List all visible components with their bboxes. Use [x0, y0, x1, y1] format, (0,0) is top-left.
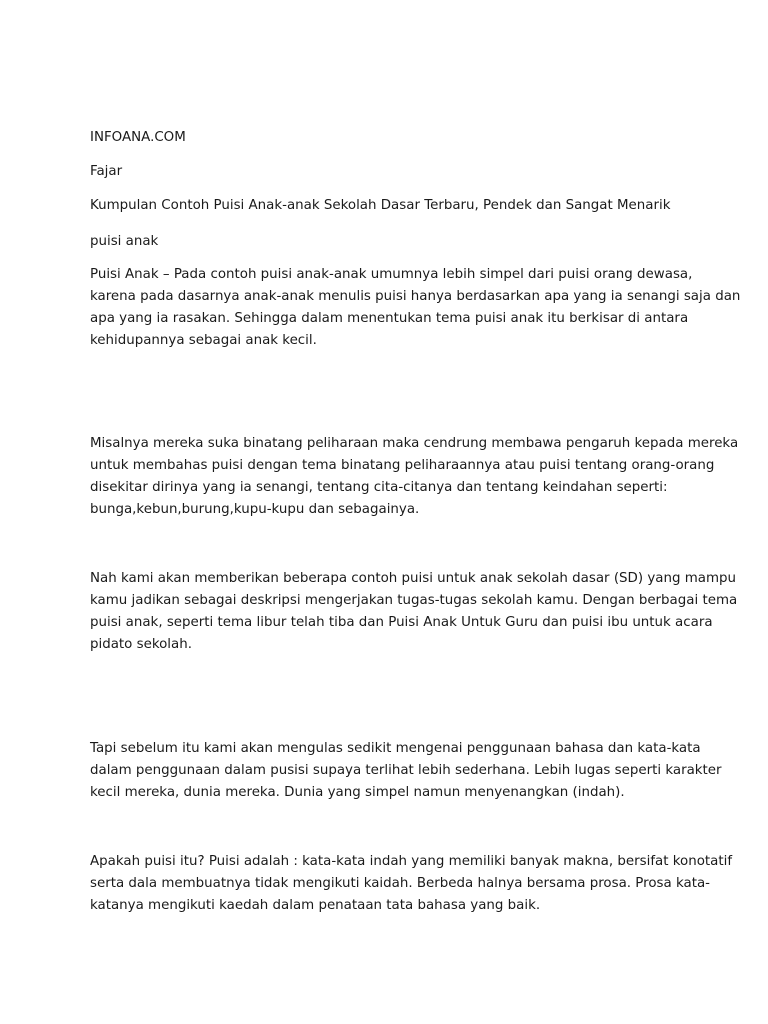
paragraph-2 — [90, 433, 739, 521]
paragraph-line: Nah kami akan memberikan beberapa contoh puisi untuk anak sekolah dasar (SD) yang mampu — [90, 571, 736, 586]
paragraph-line: karena pada dasarnya anak-anak menulis puisi hanya berdasarkan apa yang ia senangi saja dan — [90, 289, 741, 304]
paragraph-line: katanya mengikuti kaedah dalam penataan tata bahasa yang baik. — [90, 898, 541, 913]
author-name: Fajar — [90, 164, 123, 179]
site-name: INFOANA.COM — [90, 130, 186, 145]
paragraph-line: kamu jadikan sebagai deskripsi mengerjakan tugas-tugas sekolah kamu. Dengan berbagai tema — [90, 593, 738, 608]
paragraph-line: serta dala membuatnya tidak mengikuti kaidah. Berbeda halnya bersama prosa. Prosa kata- — [90, 876, 710, 891]
paragraph-line: dalam penggunaan dalam pusisi supaya terlihat lebih sederhana. Lebih lugas seperti karakter — [90, 763, 722, 778]
paragraph-line: kehidupannya sebagai anak kecil. — [90, 333, 317, 348]
paragraph-line: disekitar dirinya yang ia senangi, tentang cita-citanya dan tentang keindahan seperti: — [90, 480, 668, 495]
paragraph-line: bunga,kebun,burung,kupu-kupu dan sebagainya. — [90, 502, 420, 517]
article-title: Kumpulan Contoh Puisi Anak-anak Sekolah Dasar Terbaru, Pendek dan Sangat Menarik — [90, 198, 671, 213]
paragraph-line: kecil mereka, dunia mereka. Dunia yang simpel namun menyenangkan (indah). — [90, 785, 625, 800]
paragraph-1 — [90, 264, 741, 352]
category-label: puisi anak — [90, 234, 159, 249]
paragraph-line: untuk membahas puisi dengan tema binatang peliharaannya atau puisi tentang orang-orang — [90, 458, 715, 473]
paragraph-line: Puisi Anak – Pada contoh puisi anak-anak umumnya lebih simpel dari puisi orang dewasa, — [90, 267, 693, 282]
paragraph-line: apa yang ia rasakan. Sehingga dalam menentukan tema puisi anak itu berkisar di antara — [90, 311, 689, 326]
paragraph-line: Apakah puisi itu? Puisi adalah : kata-kata indah yang memiliki banyak makna, bersifat konotatif — [90, 854, 733, 869]
paragraph-line: Misalnya mereka suka binatang peliharaan maka cendrung membawa pengaruh kepada mereka — [90, 436, 739, 451]
paragraph-4 — [90, 738, 722, 804]
paragraph-line: pidato sekolah. — [90, 637, 192, 652]
paragraph-line: Tapi sebelum itu kami akan mengulas sedikit mengenai penggunaan bahasa dan kata-kata — [90, 741, 701, 756]
paragraph-line: puisi anak, seperti tema libur telah tiba dan Puisi Anak Untuk Guru dan puisi ibu untuk acara — [90, 615, 713, 630]
paragraph-3 — [90, 568, 738, 656]
paragraph-5 — [90, 851, 733, 917]
